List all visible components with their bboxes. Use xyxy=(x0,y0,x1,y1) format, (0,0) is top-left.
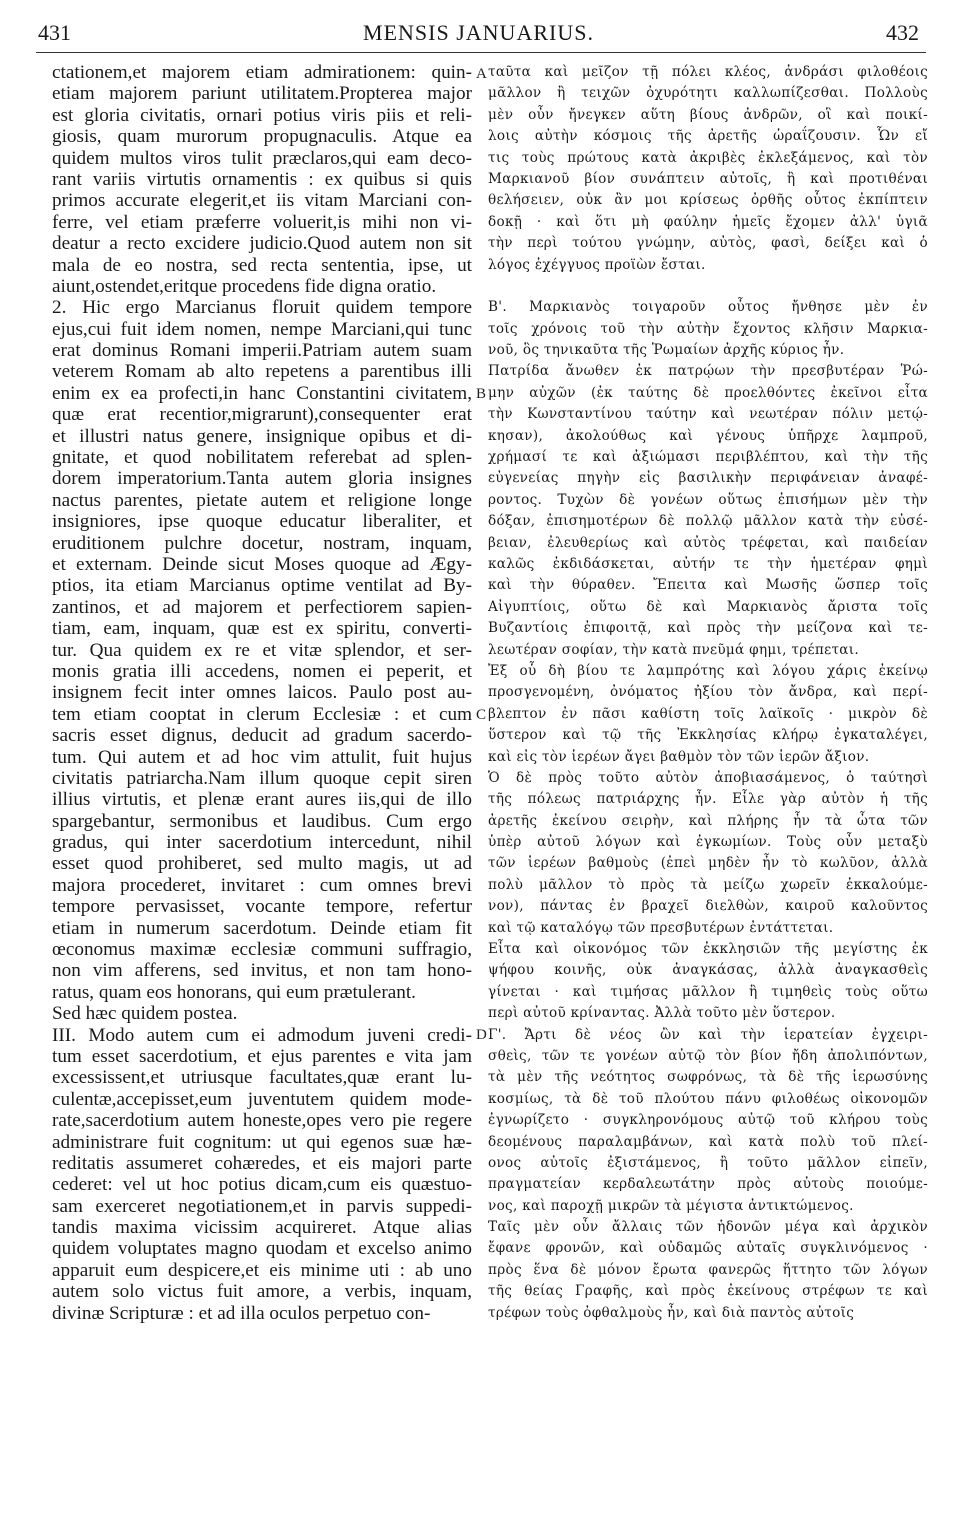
latin-text-line: tempore pervasisset, vocante tempore, refertur xyxy=(52,896,472,918)
latin-text-line: etiam in numerum sacerdotum. Deinde etiam fit xyxy=(52,917,472,939)
greek-text-line xyxy=(488,276,928,297)
latin-text-line: non vim afferens, sed invitus, et non tam hono- xyxy=(52,960,472,982)
greek-text-line: Ὁ δὲ πρὸς τοῦτο αὐτὸν ἀποβιασάμενος, ὁ ταύτησὶ xyxy=(488,769,928,786)
greek-text-line: τὰ μὲν τῆς νεότητος σωφρόνως, τὰ δὲ τῆς ἱερωσύνης xyxy=(488,1069,928,1086)
greek-text-line: γίνεται · καὶ τιμήσας μᾶλλον ἢ τιμηθεὶς τοὺς οὕτω xyxy=(488,983,928,1000)
latin-text-line: veterem Romam ab alto repetens a parentibus illi xyxy=(52,361,472,383)
latin-text-line: illius virtutis, et plenæ erant aures iis,qui de illo xyxy=(52,789,472,811)
greek-text-line: κοσμίως, τὰ δὲ τοῦ πλούτου πάνυ φιλοθέως οἰκονομῶν xyxy=(488,1090,928,1107)
latin-text-line: 2. Hic ergo Marcianus floruit quidem tempore xyxy=(52,297,472,319)
greek-text-line: Εἶτα καὶ οἰκονόμος τῶν ἐκκλησιῶν τῆς μεγίστης ἐκ xyxy=(488,941,928,958)
greek-text-line: νος, καὶ παροχῇ μικρῶν τὰ μέγιστα ἀντικτώμενος. xyxy=(488,1197,854,1214)
latin-text-line: tur. Qua quidem ex re et vitæ splendor, et ser- xyxy=(52,639,472,661)
greek-text-line: μᾶλλον ἢ τειχῶν ὀχυρότητι καλλωπίζεσθαι. Πολλοὺς xyxy=(488,85,928,102)
latin-text-line: et externam. Deinde sicut Moses quoque ad Ægy- xyxy=(52,553,472,575)
latin-text-line: tum esset sacerdotium, et ejus parentes e vita jam xyxy=(52,1045,472,1067)
latin-text-line: civitatis patriarcha.Nam illum quoque cepit siren xyxy=(52,767,472,789)
greek-text-line: λεωτέραν σοφίαν, τὴν κατὰ πνεῦμά φημι, τρέπεται. xyxy=(488,641,859,658)
greek-text-line: τοῖς χρόνοις τοῦ τὴν αὐτὴν ἔχοντος κλῆσιν Μαρκια- xyxy=(488,320,928,337)
latin-text-line: aiunt,ostendet,eritque procedens fide digna oratio. xyxy=(52,275,437,297)
latin-text-line: etiam majorem pariunt utilitatem.Propterea major xyxy=(52,83,472,105)
latin-column xyxy=(52,62,472,1324)
latin-text-line: eruditionem pulchre docetur, nostram, inquam, xyxy=(52,532,472,554)
latin-text-line: ctationem,et majorem etiam admirationem: quin- xyxy=(52,62,472,83)
latin-text-line: gradus, qui inter sacerdotium intercedunt, nihil xyxy=(52,832,472,854)
greek-text-line: Μαρκιανοῦ βίον συνάπτειν αὐτοῖς, ἢ καὶ προτιθέναι xyxy=(488,170,928,187)
greek-text-line: πραγματείαν κερδαλεωτάτην πρὸς αὐτοὺς ποιούμε- xyxy=(488,1176,928,1193)
latin-text-line: sam exerceret negotiationem,et in parvis suppedi- xyxy=(52,1195,472,1217)
greek-text-line: λόγος ἐχέγγυος προϊὼν ἔσται. xyxy=(488,256,706,273)
greek-text-line: Ἐξ οὗ δὴ βίου τε λαμπρότης καὶ λόγου χάρις ἐκείνῳ xyxy=(488,662,928,679)
greek-text-line: ὕστερον καὶ τῷ τῆς Ἐκκλησίας κλήρῳ ἐγκαταλέγει, xyxy=(488,727,928,744)
margin-marker-a: A xyxy=(476,66,487,82)
latin-text-line: œconomus maximæ ecclesiæ communi suffragio, xyxy=(52,939,472,961)
greek-text-line: βειαν, ἐλευθερίως καὶ αὐτὸς τρέφεται, καὶ παιδείαν xyxy=(488,534,928,551)
latin-text-line: esset quod prohiberet, sed multo magis, ut ad xyxy=(52,853,472,875)
latin-text-line: dorem imperatorium.Tanta autem gloria insignes xyxy=(52,468,472,490)
latin-text-line: insigniores, ipse quoque educatur liberaliter, et xyxy=(52,511,472,533)
greek-text-line: τῆς θείας Γραφῆς, καὶ πρὸς ἐκείνους στρέφων τε καὶ xyxy=(488,1283,928,1300)
header-rule xyxy=(36,52,926,53)
greek-text-line: θελήσειεν, οὐκ ἂν μοι κρίσεως ὀρθῆς οὗτος ἐκπίπτειν xyxy=(488,192,928,209)
greek-text-line: Βυζαντίοις ἐπιφοιτᾷ, καὶ πρὸς τὴν μείζονα καὶ τε- xyxy=(488,620,928,637)
greek-text-line: μην αὐχῶν (ἐκ ταύτης δὲ προελθόντες ἐκεῖνοι εἶτα xyxy=(488,384,928,401)
latin-text-line: rant variis virtutis ornamentis : ex quibus si quis xyxy=(52,168,472,190)
greek-text-line: τὴν Κωνσταντίνου ταύτην καὶ νεωτέραν πόλιν μετῴ- xyxy=(488,406,928,423)
greek-text-line: τὴν περὶ τούτου γνώμην, αὐτὸς, φασὶ, δείξει καὶ ὁ xyxy=(488,235,928,252)
latin-text-line: tandis maxima vicissim acquireret. Atque alias xyxy=(52,1217,472,1239)
margin-marker-c: C xyxy=(476,707,487,723)
greek-text-line: κησαν), ἀκολούθως καὶ γένους ὑπῆρχε λαμπροῦ, xyxy=(488,427,928,444)
latin-text-line: divinæ Scripturæ : et ad illa oculos perpetuo con- xyxy=(52,1302,431,1324)
latin-text-line: insignem fecit inter omnes laicos. Paulo post au- xyxy=(52,682,472,704)
latin-text-line: sacris esset dignus, deducit ad gradum sacerdo- xyxy=(52,725,472,747)
greek-text-line: ταῦτα καὶ μεῖζον τῇ πόλει κλέος, ἀνδράσι φιλοθέοις xyxy=(488,64,928,80)
greek-text-line: τις τοὺς πρώτους κατὰ ἀκριβὲς ἐκλεξάμενος, καὶ τὸν xyxy=(488,149,928,166)
latin-text-line: tiam, eam, inquam, quæ est ex spiritu, converti- xyxy=(52,618,472,640)
latin-text-line: zantinos, et ad majorem et perfectiorem sapien- xyxy=(52,596,472,618)
latin-text-line: est gloria civitatis, ornari potius viris piis et reli- xyxy=(52,104,472,126)
latin-text-line: monis gratia illi accedens, nomen ei peperit, et xyxy=(52,660,472,682)
latin-text-line: reditatis assumeret cohæredes, et eis majori parte xyxy=(52,1152,472,1174)
greek-text-line: καὶ τῷ καταλόγῳ τῶν πρεσβυτέρων ἐντάττεται. xyxy=(488,919,834,936)
latin-text-line: erat dominus Romani imperii.Patriam autem suam xyxy=(52,340,472,362)
greek-text-line: νον), πάντας ἐν βραχεῖ διελθὼν, καιροῦ καλοῦντος xyxy=(488,898,928,915)
greek-text-line: Β'. Μαρκιανὸς τοιγαροῦν οὗτος ἤνθησε μὲν ἐν xyxy=(488,299,928,316)
latin-text-line: mala de eo nostra, sed recta sententia, ipse, ut xyxy=(52,254,472,276)
greek-text-line: νοῦ, ὃς τηνικαῦτα τῆς Ῥωμαίων ἀρχῆς κύριος ἦν. xyxy=(488,342,845,359)
greek-text-line: δεομένους παραλαμβάνων, καὶ κατὰ πολὺ τοῦ πλεί- xyxy=(488,1133,928,1150)
latin-text-line: culentæ,accepisset,eum juventutem quidem mode- xyxy=(52,1088,472,1110)
greek-text-line: ροντος. Τυχὼν δὲ γονέων οὕτως ἐπισήμων μὲν τὴν xyxy=(488,491,928,508)
greek-text-line: δοκῇ · καὶ ὅτι μὴ φαύλην ἡμεῖς ἔχομεν ἀλλ' ὑγιᾶ xyxy=(488,213,928,230)
latin-text-line: ejus,cui fuit idem nomen, nempe Marciani,qui tunc xyxy=(52,318,472,340)
margin-marker-b: B xyxy=(476,386,487,402)
latin-text-line: et illustri natus genere, insignique opibus et di- xyxy=(52,425,472,447)
latin-text-line: quidem multos viros tulit præclaros,qui eam deco- xyxy=(52,147,472,169)
greek-column xyxy=(488,62,928,1324)
greek-text-line: καὶ τὴν θύραθεν. Ἔπειτα καὶ Μωσῆς ὥσπερ τοῖς xyxy=(488,577,928,594)
greek-text-line: χρήμασί τε καὶ ἀξιώμασι περιβλέπτου, καὶ τὴν τῆς xyxy=(488,449,928,466)
running-title: MENSIS JANUARIUS. xyxy=(363,20,594,45)
page-number-right: 432 xyxy=(886,20,919,45)
greek-text-line: ἐγνωρίζετο · συγκληρονόμους αὐτῷ τοῦ κλήρου τοὺς xyxy=(488,1112,928,1129)
latin-text-line: cederet: vel ut hoc potius dicam,cum eis quæstuo- xyxy=(52,1174,472,1196)
greek-text-line: βλεπτον ἐν πᾶσι καθίστη τοῖς λαϊκοῖς · μικρὸν δὲ xyxy=(488,705,928,722)
greek-text-line: ὑπὲρ αὐτοῦ λόγων καὶ ἐγκωμίων. Τοὺς οὖν μεταξὺ xyxy=(488,834,928,851)
latin-text-line: autem solo victus fuit amore, a verbis, inquam, xyxy=(52,1281,472,1303)
page-number-left: 431 xyxy=(38,20,71,45)
greek-text-line: πρὸς ἕνα δὲ μόνον ἔρωτα φανερῶς ἥττητο τῶν λόγων xyxy=(488,1261,928,1278)
latin-text-line: ratus, quam eos honorans, qui eum prætulerant. xyxy=(52,981,416,1003)
latin-text-line: apparuit eum despicere,et eis minime uti : ab uno xyxy=(52,1259,472,1281)
latin-text-line: majora procederet, invitaret : cum omnes brevi xyxy=(52,874,472,896)
latin-text-line: giosis, quam murorum propugnaculis. Atque ea xyxy=(52,126,472,148)
latin-text-line: spargebantur, sermonibus et laudibus. Cum ergo xyxy=(52,810,472,832)
greek-text-line: τῆς πόλεως πατριάρχης ἦν. Εἷλε γὰρ αὐτὸν ἡ τῆς xyxy=(488,791,928,808)
latin-text-line: quidem voluptates magno quodam et excelso animo xyxy=(52,1238,472,1260)
greek-text-line: Πατρίδα ἄνωθεν ἐκ πατρῴων τὴν πρεσβυτέραν Ῥώ- xyxy=(488,363,928,380)
margin-marker-d: D xyxy=(476,1027,487,1043)
latin-text-line: rate,sacerdotium autem honeste,opes vero pie regere xyxy=(52,1110,472,1132)
greek-text-line: ψήφου κοινῆς, οὐκ ἀναγκάσας, ἀλλὰ ἀναγκασθεὶς xyxy=(488,962,928,979)
greek-text-line: σθεὶς, τῶν τε γονέων αὐτῷ τὸν βίον ἤδη ἀπολιπόντων, xyxy=(488,1047,928,1064)
greek-text-line: καλῶς ἐκδιδάσκεται, αὐτήν τε τὴν ἡμετέραν φημὶ xyxy=(488,555,928,572)
latin-text-line: tem etiam cooptat in clerum Ecclesiæ : et cum xyxy=(52,703,472,725)
greek-text-line: καὶ εἰς τὸν ἱερέων ἄγει βαθμὸν τὸν τῶν ἱερῶν ἄξιον. xyxy=(488,748,870,765)
greek-text-line: ἀρετῆς ἐκείνου σειρὴν, καὶ πλήρης ἦν τὰ ὦτα τῶν xyxy=(488,812,928,829)
latin-text-line: III. Modo autem cum ei admodum juveni credi- xyxy=(52,1024,472,1046)
latin-text-line: tum. Qui autem et ad hoc vim attulit, fuit hujus xyxy=(52,746,472,768)
greek-text-line: τῶν ἱερέων βαθμοὺς (ἐπεὶ μηδὲν ἦν τὸ κωλῦον, ἀλλὰ xyxy=(488,855,928,872)
greek-text-line: τρέφων τοὺς ὀφθαλμοὺς ἦν, καὶ διὰ παντὸς αὐτοῖς xyxy=(488,1304,855,1321)
latin-text-line: nactus parentes, pietate autem et religione longe xyxy=(52,489,472,511)
latin-text-line: excessissent,et utriusque facultates,quæ erant lu- xyxy=(52,1067,472,1089)
latin-text-line: administrare fuit cognitum: ut qui egenos suæ hæ- xyxy=(52,1131,472,1153)
greek-text-line: Ταῖς μὲν οὖν ἄλλαις τῶν ἡδονῶν μέγα καὶ ἀρχικὸν xyxy=(488,1219,928,1236)
latin-text-line: ferre, vel etiam præferre voluerit,is mihi non vi- xyxy=(52,211,472,233)
greek-text-line: δόξαν, ἐπισημοτέρων δὲ πολλῷ μᾶλλον κατὰ τὴν εὐσέ- xyxy=(488,513,928,530)
latin-text-line: ptios, ita etiam Marcianus optime ventilat ad By- xyxy=(52,575,472,597)
latin-text-line: deatur a recto excidere judicio.Quod autem non sit xyxy=(52,233,472,255)
latin-text-line: primos accurate elegerit,et iis vitam Marciani con- xyxy=(52,190,472,212)
latin-text-line: Sed hæc quidem postea. xyxy=(52,1003,238,1025)
greek-text-line: εὐγενείας πηγὴν εἰς βασιλικὴν περιφάνειαν ἀναφέ- xyxy=(488,470,928,487)
greek-text-line: λοις αὐτὴν κόσμοις τῆς ἀρετῆς ὡραΐζουσιν. Ὧν εἴ xyxy=(488,128,928,145)
greek-text-line: μὲν οὖν ἤνεγκεν αὕτη βίους ἀνδρῶν, οἳ καὶ ποικί- xyxy=(488,106,928,123)
greek-text-line: ἔφανε φρονῶν, καὶ οὐδαμῶς αὐταῖς συγκλινόμενος · xyxy=(488,1240,928,1257)
latin-text-line: quæ erat recentior,migrarunt),consequenter erat xyxy=(52,404,472,426)
greek-text-line: προσγενομένη, ὀνόματος ἠξίου τὸν ἄνδρα, καὶ περί- xyxy=(488,684,928,701)
greek-text-line: ονος αὐτοῖς ἐξιστάμενος, ἢ τοῦτο μᾶλλον εἰπεῖν, xyxy=(488,1154,928,1171)
greek-text-line: Γ'. Ἄρτι δὲ νέος ὢν καὶ τὴν ἱερατείαν ἐγχειρι- xyxy=(488,1026,928,1043)
latin-text-line: enim ex ea profecti,in hanc Constantini civitatem, xyxy=(52,382,472,404)
greek-text-line: πολὺ μᾶλλον τὸ πρὸς τὰ μείζω χωρεῖν ἐκκαλούμε- xyxy=(488,876,928,893)
greek-text-line: περὶ αὐτοῦ κρίναντας. Ἀλλὰ τοῦτο μὲν ὕστερον. xyxy=(488,1005,836,1022)
page-header xyxy=(0,12,957,52)
latin-text-line: gnitate, et quod nobilitatem referebat ad splen- xyxy=(52,447,472,469)
greek-text-line: Αἰγυπτίοις, οὕτω δὲ καὶ Μαρκιανὸς ἄριστα τοῖς xyxy=(488,598,928,615)
